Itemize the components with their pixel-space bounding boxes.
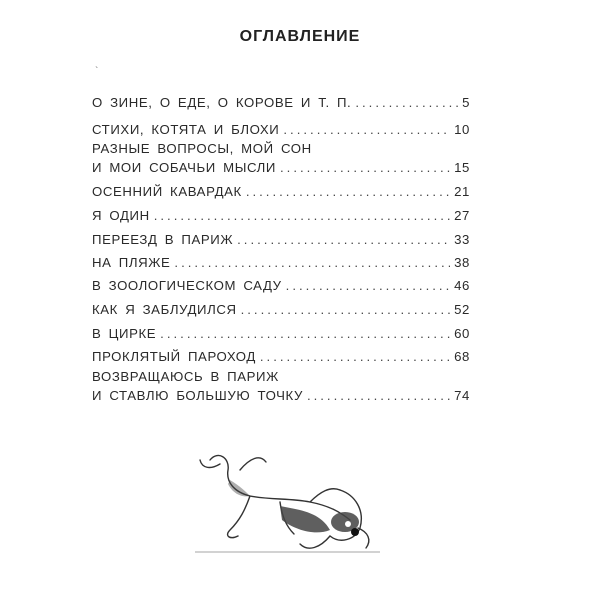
toc-entry — [92, 276, 470, 295]
dot-leader — [174, 253, 450, 272]
toc-entry-line — [92, 139, 470, 158]
toc-entry-line — [92, 324, 470, 343]
page-number: 46 — [454, 278, 470, 293]
entry-title: В ЦИРКЕ — [92, 326, 157, 341]
page-number: 27 — [454, 208, 470, 223]
toc-entry — [92, 253, 470, 272]
entry-title: И МОИ СОБАЧЬИ МЫСЛИ — [92, 160, 277, 175]
toc-entry-line — [92, 158, 470, 177]
page-number: 60 — [454, 326, 470, 341]
page-number: 68 — [454, 349, 470, 364]
entry-title: РАЗНЫЕ ВОПРОСЫ, МОЙ СОН — [92, 141, 312, 156]
dot-leader — [280, 158, 450, 177]
page-number: 33 — [454, 232, 470, 247]
toc-entry-line — [92, 276, 470, 295]
entry-title: СТИХИ, КОТЯТА И БЛОХИ — [92, 122, 280, 137]
entry-title: В ЗООЛОГИЧЕСКОМ САДУ — [92, 278, 282, 293]
dot-leader — [260, 347, 450, 366]
dot-leader — [246, 182, 450, 201]
page-number: 15 — [454, 160, 470, 175]
dot-leader — [154, 206, 450, 225]
toc-entry — [92, 367, 470, 405]
page-number: 52 — [454, 302, 470, 317]
toc-entry — [92, 300, 470, 319]
toc-entry — [92, 93, 470, 112]
page-title: ОГЛАВЛЕНИЕ — [239, 28, 361, 45]
toc-entry — [92, 120, 470, 139]
dot-leader — [237, 230, 450, 249]
toc-entry — [92, 139, 470, 177]
entry-title: Я ОДИН — [92, 208, 150, 223]
toc-entry-line — [92, 120, 470, 139]
entry-title: О ЗИНЕ, О ЕДЕ, О КОРОВЕ И Т. П. — [92, 95, 352, 110]
toc-entry-line — [92, 300, 470, 319]
toc-entry — [92, 206, 470, 225]
page-number: 5 — [462, 95, 470, 110]
page-number: 10 — [454, 122, 470, 137]
toc-entry-line — [92, 93, 470, 112]
toc-entry — [92, 230, 470, 249]
dot-leader — [307, 386, 450, 405]
dot-leader — [241, 300, 451, 319]
toc-entry — [92, 182, 470, 201]
page-number: 38 — [454, 255, 470, 270]
toc-entry-line — [92, 206, 470, 225]
toc-entry-line — [92, 386, 470, 405]
dot-leader — [355, 93, 458, 112]
entry-title: ВОЗВРАЩАЮСЬ В ПАРИЖ — [92, 369, 279, 384]
entry-title: ОСЕННИЙ КАВАРДАК — [92, 184, 242, 199]
toc-entry-line — [92, 182, 470, 201]
entry-title: КАК Я ЗАБЛУДИЛСЯ — [92, 302, 237, 317]
toc-entry-line — [92, 253, 470, 272]
entry-title: ПЕРЕЕЗД В ПАРИЖ — [92, 232, 234, 247]
page-number: 74 — [454, 388, 470, 403]
toc-entry — [92, 347, 470, 366]
scan-speck: ` — [95, 66, 99, 77]
dot-leader — [286, 276, 450, 295]
entry-title: И СТАВЛЮ БОЛЬШУЮ ТОЧКУ — [92, 388, 303, 403]
dog-illustration — [190, 440, 390, 560]
page-number: 21 — [454, 184, 470, 199]
dot-leader — [160, 324, 450, 343]
dot-leader — [283, 120, 450, 139]
entry-title: НА ПЛЯЖЕ — [92, 255, 171, 270]
toc-entry-line — [92, 230, 470, 249]
toc-entry-line — [92, 347, 470, 366]
toc-entry-line — [92, 367, 470, 386]
toc-entry — [92, 324, 470, 343]
entry-title: ПРОКЛЯТЫЙ ПАРОХОД — [92, 349, 256, 364]
